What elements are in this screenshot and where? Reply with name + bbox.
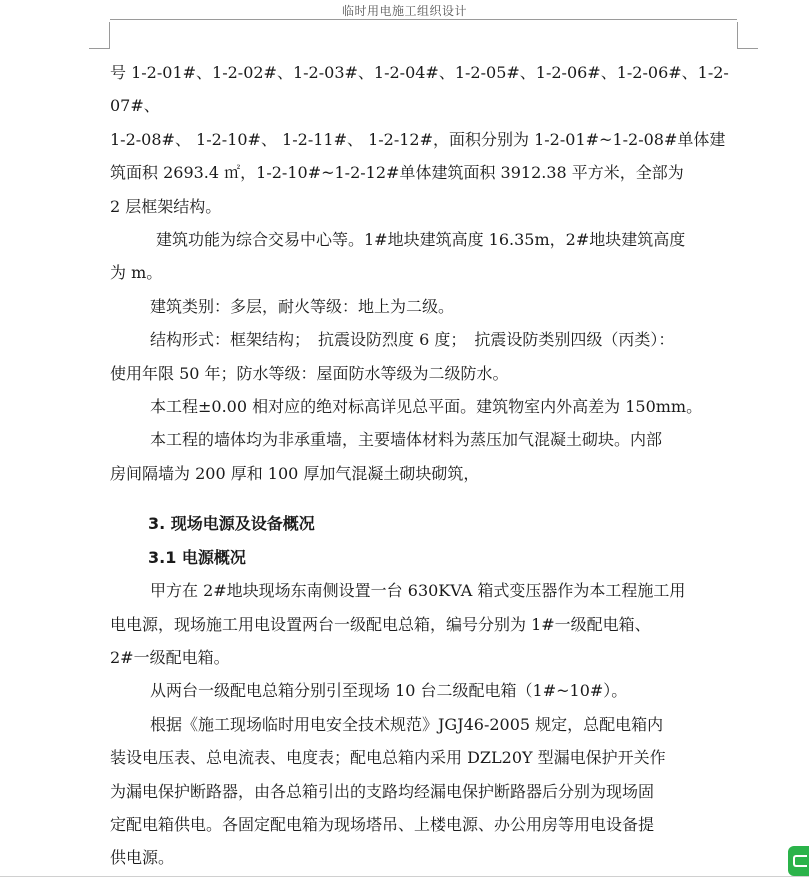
text-line: 从两台一级配电总箱分别引至现场 10 台二级配电箱（1#~10#）。 bbox=[150, 681, 628, 701]
section-heading-3: 3. 现场电源及设备概况 bbox=[148, 514, 315, 534]
text-line: 房间隔墙为 200 厚和 100 厚加气混凝土砌块砌筑， bbox=[110, 463, 480, 483]
text-line: 2#一级配电箱。 bbox=[110, 647, 230, 667]
text-line: 甲方在 2#地块现场东南侧设置一台 630KVA 箱式变压器作为本工程施工用 bbox=[150, 581, 686, 601]
paragraph-power-source bbox=[110, 574, 750, 674]
text-line: 为漏电保护断路器，由各总箱引出的支路均经漏电保护断路器后分别为现场固 bbox=[110, 781, 655, 801]
text-line: 电电源，现场施工用电设置两台一级配电总箱，编号分别为 1#一级配电箱、 bbox=[110, 614, 651, 634]
text-line: 建筑类别：多层，耐火等级：地上为二级。 bbox=[150, 296, 455, 316]
header-divider bbox=[110, 19, 737, 20]
paragraph-building-function bbox=[110, 223, 750, 290]
margin-corner-left bbox=[89, 22, 110, 49]
text-line: 本工程的墙体均为非承重墙，主要墙体材料为蒸压加气混凝土砌块。内部 bbox=[150, 430, 663, 450]
text-line: 使用年限 50 年；防水等级：屋面防水等级为二级防水。 bbox=[110, 363, 509, 383]
page-header-title: 临时用电施工组织设计 bbox=[341, 4, 467, 18]
text-line: 定配电箱供电。各固定配电箱为现场塔吊、上楼电源、办公用房等用电设备提 bbox=[110, 814, 655, 834]
paragraph-building-category bbox=[110, 290, 750, 323]
text-line: 为 m。 bbox=[110, 263, 163, 283]
margin-corner-right bbox=[737, 22, 758, 49]
text-line: 装设电压表、总电流表、电度表；配电总箱内采用 DZL20Y 型漏电保护开关作 bbox=[110, 748, 666, 768]
text-line: 供电源。 bbox=[110, 848, 175, 868]
text-line: 号 1-2-01#、1-2-02#、1-2-03#、1-2-04#、1-2-05#、1-2-06#、1-2-06#、1-2-07#、 bbox=[110, 63, 729, 116]
paragraph-building-list bbox=[110, 56, 750, 223]
text-line: 建筑功能为综合交易中心等。1#地块建筑高度 16.35m，2#地块建筑高度 bbox=[156, 230, 686, 250]
text-line: 筑面积 2693.4 ㎡，1-2-10#~1-2-12#单体建筑面积 3912.38 平方米，全部为 bbox=[110, 163, 684, 183]
text-line: 2 层框架结构。 bbox=[110, 196, 222, 216]
page-bottom-divider bbox=[0, 876, 809, 877]
paragraph-secondary-boxes bbox=[110, 674, 750, 707]
section-spacer bbox=[110, 490, 750, 507]
paragraph-structure-form bbox=[110, 323, 750, 390]
paragraph-elevation bbox=[110, 390, 750, 423]
paragraph-safety-spec bbox=[110, 708, 750, 875]
text-line: 本工程±0.00 相对应的绝对标高详见总平面。建筑物室内外高差为 150mm。 bbox=[150, 397, 703, 417]
app-logo-icon[interactable] bbox=[788, 846, 809, 876]
document-body bbox=[110, 56, 750, 875]
text-line: 1-2-08#、 1-2-10#、 1-2-11#、 1-2-12#，面积分别为 1-2-01#~1-2-08#单体建 bbox=[110, 129, 726, 149]
text-line: 根据《施工现场临时用电安全技术规范》JGJ46-2005 规定，总配电箱内 bbox=[150, 714, 664, 734]
text-line: 结构形式：框架结构； 抗震设防烈度 6 度； 抗震设防类别四级（丙类）： bbox=[150, 330, 675, 350]
paragraph-wall-material bbox=[110, 423, 750, 490]
section-heading-3-1: 3.1 电源概况 bbox=[148, 547, 246, 567]
